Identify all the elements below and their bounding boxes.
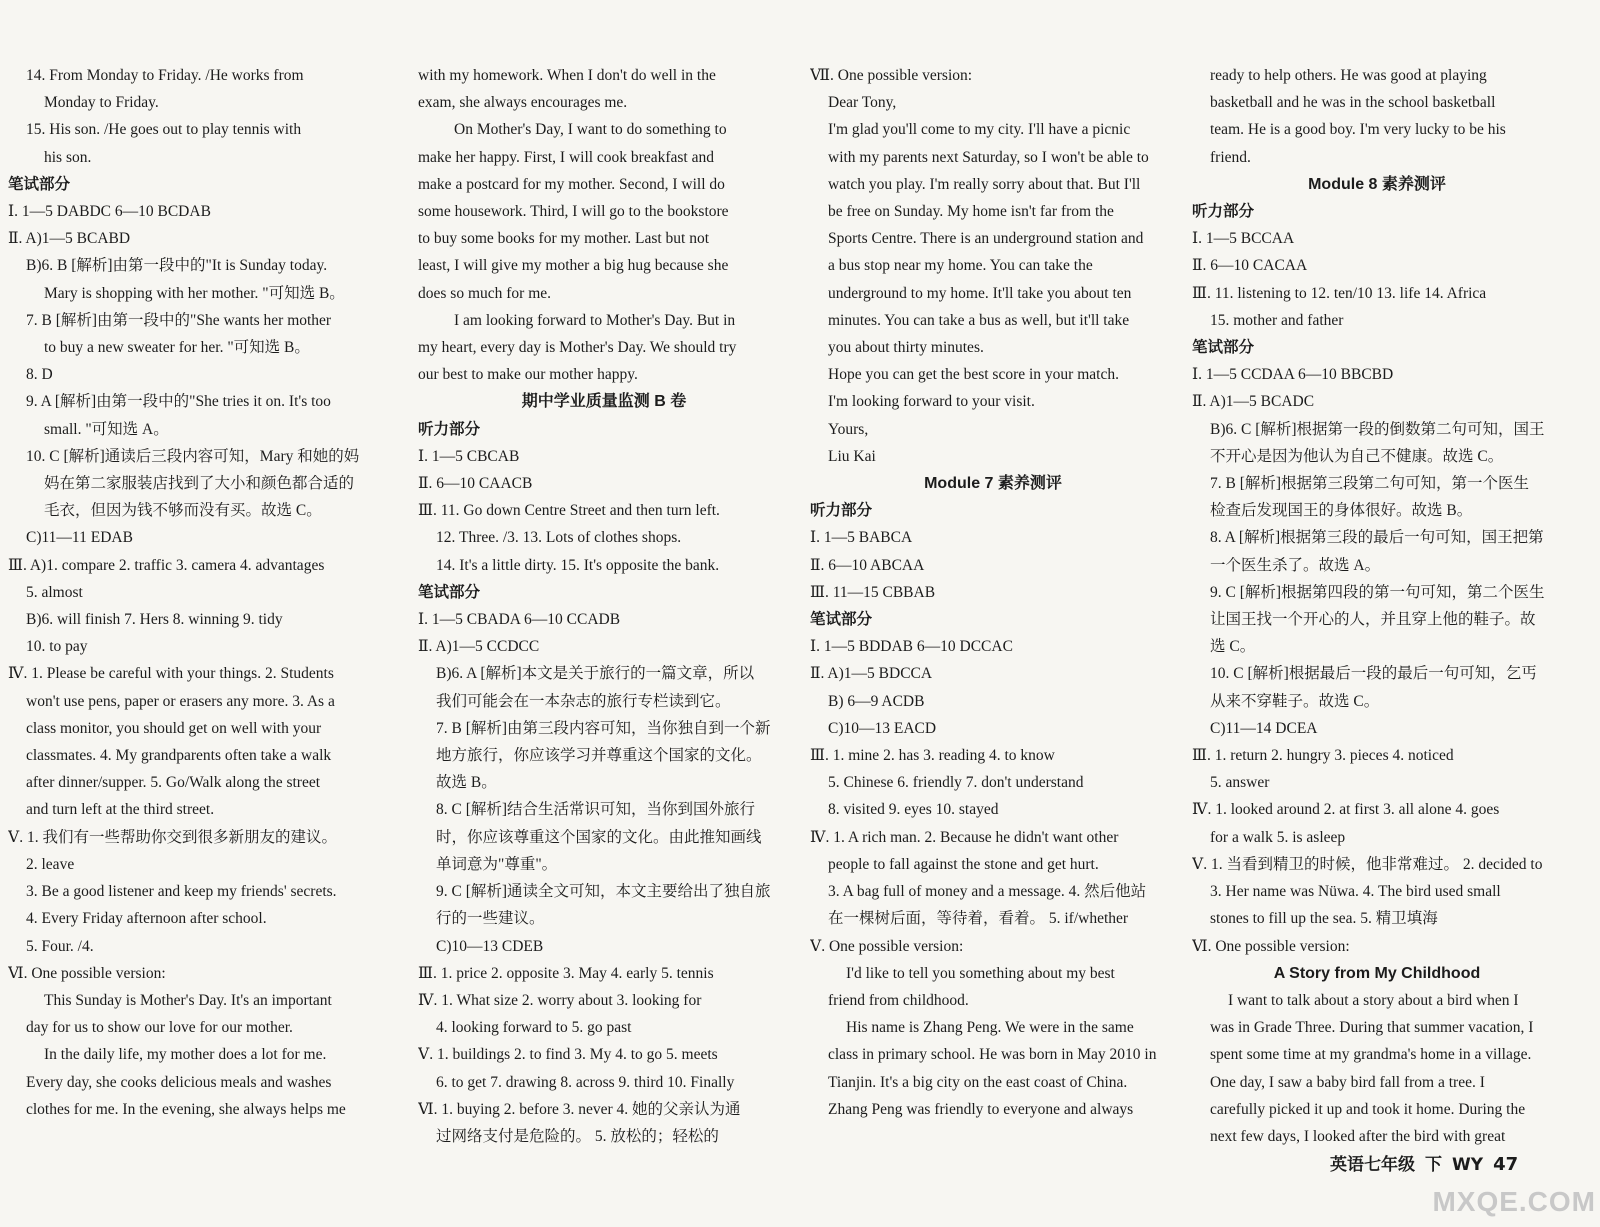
answer-line: 15. His son. /He goes out to play tennis with	[26, 121, 302, 139]
answer-line: B)6. C [解析]根据第一段的倒数第二句可知，国王	[1210, 420, 1545, 438]
answer-line: won't use pens, paper or erasers any more. 3. As a	[26, 692, 335, 710]
answer-line: clothes for me. In the evening, she always helps me	[26, 1100, 346, 1118]
answer-line: Ⅳ. 1. What size 2. worry about 3. looking for	[418, 991, 702, 1009]
answer-line: exam, she always encourages me.	[418, 94, 628, 112]
answer-line: Ⅳ. 1. looked around 2. at first 3. all alone 4. goes	[1192, 801, 1500, 819]
answer-line: C)10—13 EACD	[828, 719, 937, 737]
answer-line: 7. B [解析]根据第三段第二句可知，第一个医生	[1210, 475, 1530, 493]
answer-line: This Sunday is Mother's Day. It's an important	[44, 991, 332, 1009]
answer-line: 选 C。	[1210, 638, 1256, 656]
answer-line: Mary is shopping with her mother. "可知选 B。	[44, 284, 345, 302]
answer-line: 故选 B。	[436, 774, 497, 792]
footer-volume: 下	[1425, 1155, 1442, 1175]
answer-line: I'd like to tell you something about my best	[846, 964, 1115, 982]
answer-line: Ⅵ. One possible version:	[1192, 937, 1350, 955]
answer-line: Ⅲ. 1. price 2. opposite 3. May 4. early 5. tennis	[418, 964, 714, 982]
answer-line: 9. C [解析]根据第四段的第一句可知，第二个医生	[1210, 583, 1545, 601]
column-3	[810, 62, 1176, 1192]
answer-line: some housework. Third, I will go to the bookstore	[418, 203, 729, 221]
answer-line: 8. A [解析]根据第三段的最后一句可知，国王把第	[1210, 529, 1544, 547]
answer-line: 10. C [解析]根据最后一段的最后一句可知，乞丐	[1210, 665, 1537, 683]
answer-line: friend.	[1210, 148, 1251, 166]
answer-line: B) 6—9 ACDB	[828, 692, 925, 710]
answer-line: class monitor, you should get on well with your	[26, 719, 322, 737]
answer-line: Ⅰ. 1—5 BCCAA	[1192, 230, 1295, 248]
answer-line: Monday to Friday.	[44, 94, 159, 112]
answer-line: 14. It's a little dirty. 15. It's opposite the bank.	[436, 556, 720, 574]
answer-line: 5. Chinese 6. friendly 7. don't understand	[828, 774, 1084, 792]
section-heading: 笔试部分	[8, 175, 71, 193]
answer-line: I'm glad you'll come to my city. I'll have a picnic	[828, 121, 1131, 139]
answer-line: One day, I saw a baby bird fall from a tree. I	[1210, 1073, 1485, 1091]
answer-line: Yours,	[828, 420, 869, 438]
answer-line: was in Grade Three. During that summer vacation, I	[1210, 1019, 1534, 1037]
answer-line: Ⅰ. 1—5 CBCAB	[418, 447, 520, 465]
answer-line: Ⅵ. One possible version:	[8, 964, 166, 982]
answer-line: carefully picked it up and took it home. During the	[1210, 1100, 1526, 1118]
answer-line: 3. A bag full of money and a message. 4. 然后他站	[828, 883, 1147, 901]
answer-line: Ⅲ. 1. mine 2. has 3. reading 4. to know	[810, 747, 1055, 765]
answer-line: stones to fill up the sea. 5. 精卫填海	[1210, 910, 1438, 928]
answer-line: 8. C [解析]结合生活常识可知，当你到国外旅行	[436, 801, 756, 819]
answer-line: his son.	[44, 148, 92, 166]
answer-line: to buy some books for my mother. Last but not	[418, 230, 710, 248]
answer-line: 15. mother and father	[1210, 311, 1344, 329]
answer-line: Ⅵ. 1. buying 2. before 3. never 4. 她的父亲认为通	[418, 1100, 741, 1118]
answer-line: 4. Every Friday afternoon after school.	[26, 910, 267, 928]
answer-line: 行的一些建议。	[436, 910, 545, 928]
answer-line: Ⅰ. 1—5 BABCA	[810, 529, 913, 547]
answer-line: Ⅴ. 1. 当看到精卫的时候，他非常难过。 2. decided to	[1192, 855, 1543, 873]
answer-line: Sports Centre. There is an underground station and	[828, 230, 1144, 248]
answer-line: and turn left at the third street.	[26, 801, 215, 819]
answer-line: small. "可知选 A。	[44, 420, 169, 438]
answer-line: 单词意为"尊重"。	[436, 855, 558, 873]
answer-line: my heart, every day is Mother's Day. We should try	[418, 339, 737, 357]
answer-line: Ⅲ. 11. listening to 12. ten/10 13. life 14. Africa	[1192, 284, 1487, 302]
answer-line: Ⅲ. 11—15 CBBAB	[810, 583, 936, 601]
answer-line: 不开心是因为他认为自己不健康。故选 C。	[1210, 447, 1504, 465]
answer-line: ready to help others. He was good at playing	[1210, 67, 1487, 84]
answer-line: spent some time at my grandma's home in a village.	[1210, 1046, 1532, 1064]
answer-line: Zhang Peng was friendly to everyone and always	[828, 1100, 1134, 1118]
answer-line: On Mother's Day, I want to do something to	[454, 121, 727, 139]
answer-line: friend from childhood.	[828, 991, 969, 1009]
answer-line: 在一棵树后面，等待着，看着。 5. if/whether	[828, 910, 1129, 928]
answer-line: 10. to pay	[26, 638, 88, 656]
answer-line: team. He is a good boy. I'm very lucky to be his	[1210, 121, 1506, 139]
answer-line: Ⅰ. 1—5 CCDAA 6—10 BBCBD	[1192, 366, 1394, 384]
answer-line: does so much for me.	[418, 284, 552, 302]
answer-line: 12. Three. /3. 13. Lots of clothes shops.	[436, 529, 682, 547]
answer-line: 7. B [解析]由第一段中的"She wants her mother	[26, 311, 332, 329]
answer-line: 3. Her name was Nüwa. 4. The bird used small	[1210, 883, 1501, 901]
answer-line: 10. C [解析]通读后三段内容可知，Mary 和她的妈	[26, 447, 360, 465]
answer-line: 8. visited 9. eyes 10. stayed	[828, 801, 999, 819]
answer-line: 时，你应该尊重这个国家的文化。由此推知画线	[436, 828, 762, 846]
answer-line: 4. looking forward to 5. go past	[436, 1019, 632, 1037]
answer-line: minutes. You can take a bus as well, but it'll take	[828, 311, 1130, 329]
answer-line: In the daily life, my mother does a lot for me.	[44, 1046, 327, 1064]
section-title: 期中学业质量监测 B 卷	[521, 393, 687, 411]
answer-line: Ⅴ. One possible version:	[810, 937, 964, 955]
answer-line: 9. C [解析]通读全文可知，本文主要给出了独自旅	[436, 883, 771, 901]
answer-line: you about thirty minutes.	[828, 339, 984, 357]
answer-line: B)6. B [解析]由第一段中的"It is Sunday today.	[26, 257, 328, 275]
answer-line: 5. almost	[26, 583, 83, 601]
section-heading: 听力部分	[1192, 203, 1255, 221]
answer-line: Ⅴ. 1. buildings 2. to find 3. My 4. to go 5. meets	[418, 1046, 718, 1064]
answer-line: basketball and he was in the school basketball	[1210, 94, 1496, 112]
answer-line: Ⅶ. One possible version:	[810, 67, 973, 84]
answer-line: Ⅰ. 1—5 BDDAB 6—10 DCCAC	[810, 638, 1013, 656]
section-heading: 笔试部分	[1192, 339, 1255, 357]
answer-line: after dinner/supper. 5. Go/Walk along the street	[26, 774, 321, 792]
answer-line: next few days, I looked after the bird with great	[1210, 1127, 1506, 1145]
answer-line: 5. answer	[1210, 774, 1270, 792]
answer-line: Ⅱ. 6—10 ABCAA	[810, 556, 925, 574]
answer-line: Ⅱ. A)1—5 BCABD	[8, 230, 131, 248]
answer-line: Tianjin. It's a big city on the east coast of China.	[828, 1073, 1128, 1091]
answer-line: Dear Tony,	[828, 94, 897, 112]
answer-line: people to fall against the stone and get hurt.	[828, 855, 1099, 873]
answer-line: Ⅱ. 6—10 CACAA	[1192, 257, 1308, 275]
answer-line: our best to make our mother happy.	[418, 366, 638, 384]
section-heading: 听力部分	[810, 502, 873, 520]
answer-line: Ⅱ. A)1—5 CCDCC	[418, 638, 540, 656]
answer-line: I am looking forward to Mother's Day. But in	[454, 311, 736, 329]
answer-line: Ⅲ. 1. return 2. hungry 3. pieces 4. noticed	[1192, 747, 1454, 765]
section-heading: 听力部分	[418, 420, 481, 438]
answer-line: C)11—11 EDAB	[26, 529, 133, 547]
answer-line: 3. Be a good listener and keep my friends' secrets.	[26, 883, 337, 901]
answer-line: 检查后发现国王的身体很好。故选 B。	[1210, 502, 1473, 520]
answer-line: I'm looking forward to your visit.	[828, 393, 1035, 411]
answer-line: 7. B [解析]由第三段内容可知，当你独自到一个新	[436, 719, 771, 737]
footer-edition: WY	[1452, 1155, 1484, 1175]
answer-line: 5. Four. /4.	[26, 937, 94, 955]
answer-line: a bus stop near my home. You can take the	[828, 257, 1093, 275]
column-4	[1192, 62, 1562, 1192]
answer-line: watch you play. I'm really sorry about that. But I'll	[828, 175, 1141, 193]
answer-line: I want to talk about a story about a bird when I	[1228, 991, 1519, 1009]
answer-line: with my homework. When I don't do well in the	[418, 67, 716, 84]
answer-line: Ⅳ. 1. Please be careful with your things. 2. Students	[8, 665, 334, 683]
section-heading: 笔试部分	[810, 611, 873, 629]
section-title: Module 8 素养测评	[1308, 175, 1446, 193]
answer-line: C)11—14 DCEA	[1210, 719, 1318, 737]
answer-line: Every day, she cooks delicious meals and washes	[26, 1073, 332, 1091]
answer-line: least, I will give my mother a big hug because she	[418, 257, 729, 275]
answer-line: C)10—13 CDEB	[436, 937, 544, 955]
answer-line: Ⅰ. 1—5 CBADA 6—10 CCADB	[418, 611, 621, 629]
answer-line: make her happy. First, I will cook breakfast and	[418, 148, 714, 166]
answer-line: 9. A [解析]由第一段中的"She tries it on. It's too	[26, 393, 331, 411]
answer-line: for a walk 5. is asleep	[1210, 828, 1346, 846]
answer-line: 14. From Monday to Friday. /He works from	[26, 67, 304, 84]
answer-line: class in primary school. He was born in May 2010 in	[828, 1046, 1157, 1064]
answer-line: Ⅱ. 6—10 CAACB	[418, 475, 533, 493]
answer-line: Ⅲ. 11. Go down Centre Street and then turn left.	[418, 502, 720, 520]
section-title: Module 7 素养测评	[924, 475, 1062, 493]
answer-line: Ⅴ. 1. 我们有一些帮助你交到很多新朋友的建议。	[8, 828, 337, 846]
page-number: 47	[1493, 1154, 1519, 1175]
footer-subject: 英语七年级	[1330, 1155, 1415, 1175]
answer-line: 6. to get 7. drawing 8. across 9. third 10. Finally	[436, 1073, 735, 1091]
answer-line: 一个医生杀了。故选 A。	[1210, 556, 1381, 574]
answer-line: Liu Kai	[828, 447, 876, 465]
answer-line: be free on Sunday. My home isn't far from the	[828, 203, 1114, 221]
answer-line: 8. D	[26, 366, 53, 384]
answer-line: 妈在第二家服装店找到了大小和颜色都合适的	[44, 475, 355, 493]
column-2	[418, 62, 790, 1192]
page-footer	[1330, 1150, 1580, 1184]
answer-line: 毛衣，但因为钱不够而没有买。故选 C。	[44, 502, 322, 520]
answer-line: day for us to show our love for our mother.	[26, 1019, 293, 1037]
answer-line: Hope you can get the best score in your match.	[828, 366, 1119, 384]
answer-line: underground to my home. It'll take you about ten	[828, 284, 1132, 302]
answer-line: Ⅳ. 1. A rich man. 2. Because he didn't want other	[810, 828, 1119, 846]
answer-line: His name is Zhang Peng. We were in the same	[846, 1019, 1134, 1037]
answer-line: Ⅰ. 1—5 DABDC 6—10 BCDAB	[8, 203, 211, 221]
site-watermark: MXQE.COM	[1432, 1186, 1596, 1217]
answer-line: 地方旅行，你应该学习并尊重这个国家的文化。	[436, 747, 762, 765]
answer-line: 我们可能会在一本杂志的旅行专栏读到它。	[436, 692, 731, 710]
section-title: A Story from My Childhood	[1273, 964, 1481, 982]
answer-line: Ⅱ. A)1—5 BCADC	[1192, 393, 1315, 411]
section-heading: 笔试部分	[418, 583, 481, 601]
answer-line: 2. leave	[26, 855, 75, 873]
column-1	[8, 62, 378, 1192]
answer-line: Ⅱ. A)1—5 BDCCA	[810, 665, 933, 683]
answer-line: Ⅲ. A)1. compare 2. traffic 3. camera 4. advantages	[8, 556, 325, 574]
answer-line: B)6. will finish 7. Hers 8. winning 9. tidy	[26, 611, 283, 629]
answer-line: to buy a new sweater for her. "可知选 B。	[44, 339, 310, 357]
answer-line: make a postcard for my mother. Second, I will do	[418, 175, 725, 193]
answer-line: with my parents next Saturday, so I won't be able to	[828, 148, 1149, 166]
answer-line: classmates. 4. My grandparents often take a walk	[26, 747, 332, 765]
answer-line: B)6. A [解析]本文是关于旅行的一篇文章，所以	[436, 665, 755, 683]
answer-line: 从来不穿鞋子。故选 C。	[1210, 692, 1380, 710]
answer-line: 过网络支付是危险的。 5. 放松的；轻松的	[436, 1127, 719, 1145]
answer-line: 让国王找一个开心的人，并且穿上他的鞋子。故	[1210, 611, 1536, 629]
